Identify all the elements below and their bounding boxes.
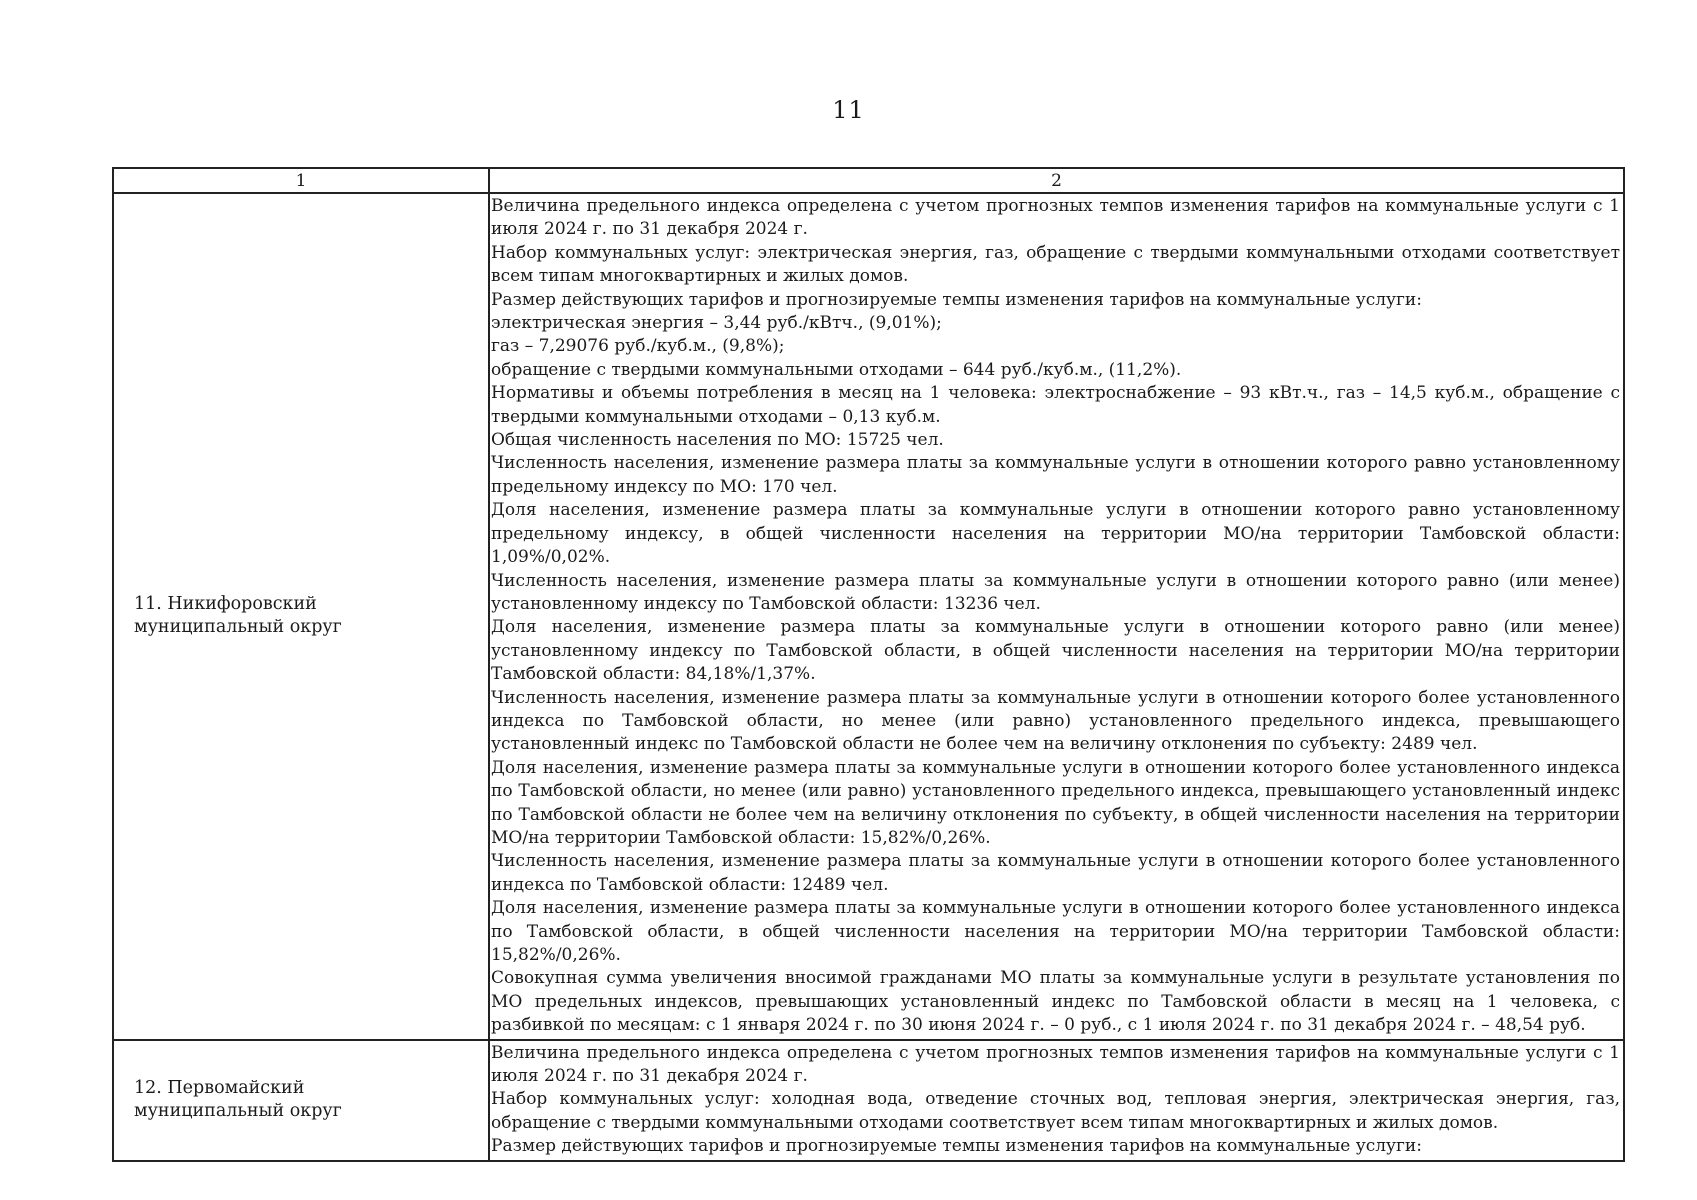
paragraph: Размер действующих тарифов и прогнозируемые темпы изменения тарифов на коммунальные услуги: (491, 1136, 1422, 1157)
paragraph: Совокупная сумма увеличения вносимой гражданами МО платы за коммунальные услуги в результате установления по МО предельных индексов, превышающих установленный индекс по Тамбовской области в месяц на 1 человека, с разбивкой по месяцам: с 1 января 2024 г. по 30 июня 2024 г. – 0 руб., с 1 июля 2024 г. по 31 декабря 2024 г. – 48,54 руб. (491, 968, 1620, 1036)
paragraph: Доля населения, изменение размера платы за коммунальные услуги в отношении которого равно установленному предельному индексу, в общей численности населения на территории МО/на территории Тамбовской области: 1,09%/0,02%. (491, 500, 1620, 568)
paragraph: обращение с твердыми коммунальными отходами – 644 руб./куб.м., (11,2%). (491, 359, 1182, 380)
paragraph: Размер действующих тарифов и прогнозируемые темпы изменения тарифов на коммунальные услуги: (491, 289, 1422, 310)
table-row (113, 1040, 1624, 1161)
paragraph: Набор коммунальных услуг: электрическая энергия, газ, обращение с твердыми коммунальными отходами соответствует всем типам многоквартирных и жилых домов. (491, 242, 1620, 287)
paragraph: Набор коммунальных услуг: холодная вода, отведение сточных вод, тепловая энергия, электрическая энергия, газ, обращение с твердыми коммунальными отходами соответствует всем типам многоквартирных и жилых домов. (491, 1089, 1620, 1133)
district-name: 11. Никифоровский муниципальный округ (134, 594, 342, 638)
paragraph: электрическая энергия – 3,44 руб./кВтч., (9,01%); (491, 313, 942, 334)
paragraph: Величина предельного индекса определена с учетом прогнозных темпов изменения тарифов на коммунальные услуги с 1 июля 2024 г. по 31 декабря 2024 г. (491, 196, 1620, 240)
paragraph: Численность населения, изменение размера платы за коммунальные услуги в отношении которого более установленного индекса по Тамбовской области: 12489 чел. (491, 851, 1620, 895)
paragraph: Доля населения, изменение размера платы за коммунальные услуги в отношении которого равно (или менее) установленному индексу по Тамбовской области, в общей численности населения на территории МО/на территории Тамбовской области: 84,18%/1,37%. (491, 617, 1620, 685)
paragraph: Численность населения, изменение размера платы за коммунальные услуги в отношении которого более установленного индекса по Тамбовской области, но менее (или равно) установленного предельного индекса, превышающего установленный индекс по Тамбовской области не более чем на величину отклонения по субъекту: 2489 чел. (491, 687, 1620, 755)
district-cell (113, 1040, 489, 1161)
table-header-row (113, 168, 1624, 193)
table-row (113, 193, 1624, 1040)
paragraph: Нормативы и объемы потребления в месяц на 1 человека: электроснабжение – 93 кВт.ч., газ – 14,5 куб.м., обращение с твердыми коммунальными отходами – 0,13 куб.м. (491, 383, 1620, 427)
district-cell (113, 193, 489, 1040)
paragraph: Доля населения, изменение размера платы за коммунальные услуги в отношении которого более установленного индекса по Тамбовской области, но менее (или равно) установленного предельного индекса, превышающего установленный индекс по Тамбовской области не более чем на величину отклонения по субъекту, в общей численности населения на территории МО/на территории Тамбовской области: 15,82%/0,26%. (491, 757, 1620, 848)
page-number: 11 (832, 96, 865, 124)
paragraph: Доля населения, изменение размера платы за коммунальные услуги в отношении которого более установленного индекса по Тамбовской области, в общей численности населения на территории МО/на территории Тамбовской области: 15,82%/0,26%. (491, 898, 1620, 965)
column-header-1: 1 (113, 168, 489, 193)
description-cell (489, 1040, 1624, 1161)
paragraph: Численность населения, изменение размера платы за коммунальные услуги в отношении которого равно установленному предельному индексу по МО: 170 чел. (491, 453, 1620, 497)
indices-table (112, 167, 1625, 1162)
description-cell (489, 193, 1624, 1040)
paragraph: газ – 7,29076 руб./куб.м., (9,8%); (491, 336, 785, 357)
paragraph: Величина предельного индекса определена с учетом прогнозных темпов изменения тарифов на коммунальные услуги с 1 июля 2024 г. по 31 декабря 2024 г. (491, 1042, 1620, 1087)
district-name: 12. Первомайский муниципальный округ (134, 1078, 342, 1122)
paragraph: Общая численность населения по МО: 15725 чел. (491, 430, 944, 451)
paragraph: Численность населения, изменение размера платы за коммунальные услуги в отношении которого равно (или менее) установленному индексу по Тамбовской области: 13236 чел. (491, 570, 1620, 614)
column-header-2: 2 (489, 168, 1624, 193)
